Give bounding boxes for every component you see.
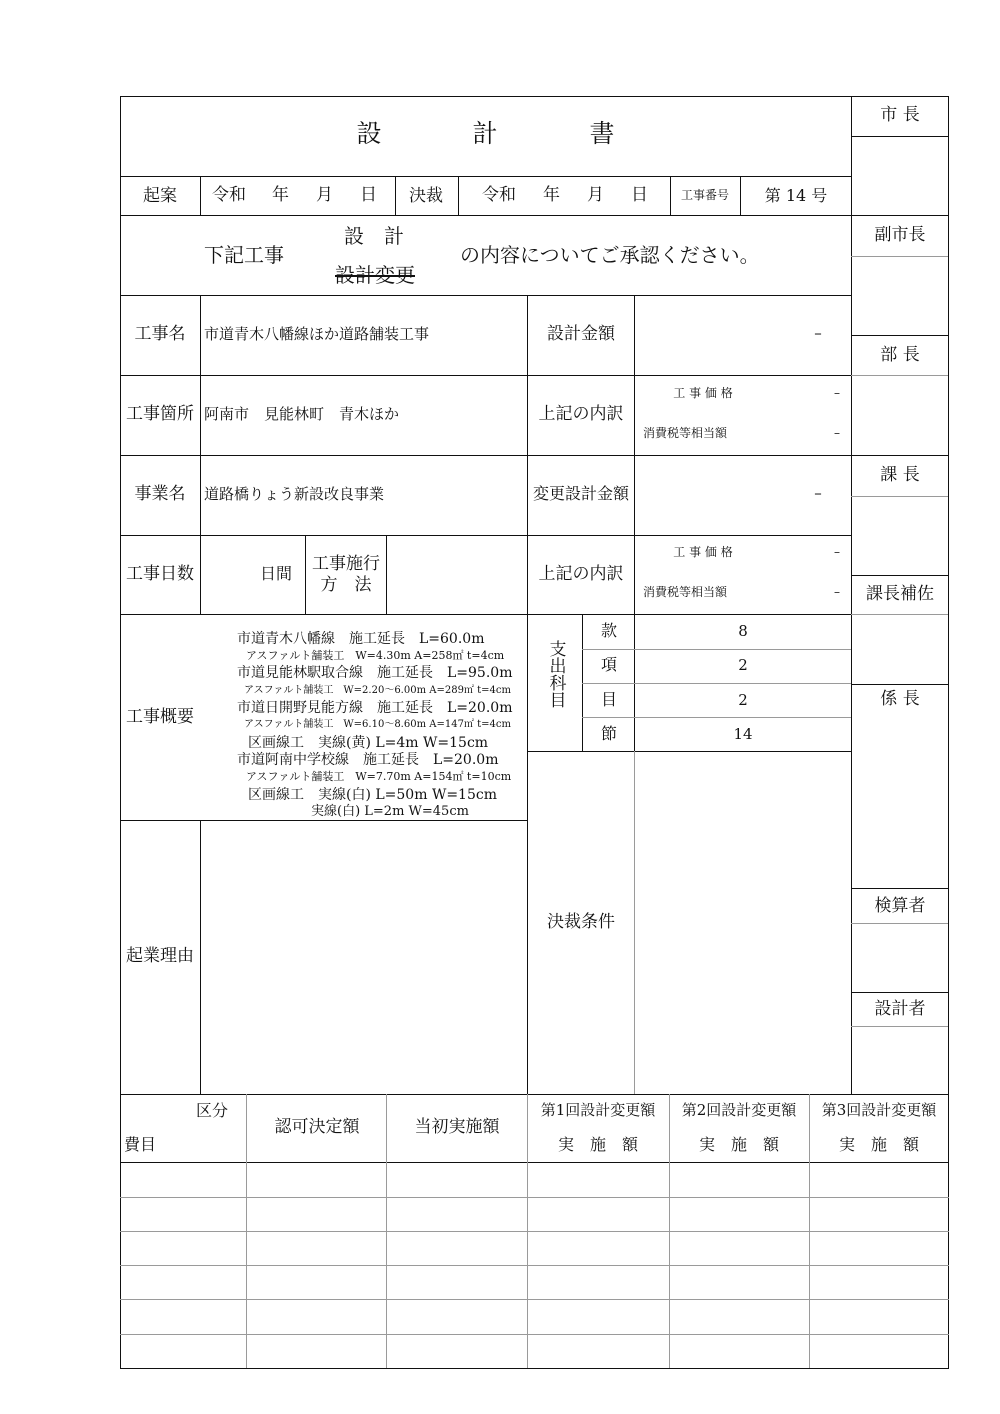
gaiyou-line: 区画線工 実線(黄) L=4m W=15cm [248,735,489,751]
request-option-design-change[interactable]: 設計変更 [335,263,415,287]
koji-kasho-label: 工事箇所 [126,404,194,424]
request-option-design[interactable]: 設 計 [344,224,404,248]
koji-kasho-value[interactable]: 阿南市 見能林町 青木ほか [204,405,400,423]
henkou-kingaku-label: 変更設計金額 [532,484,630,503]
kessai-jouken-label: 決裁条件 [547,912,615,932]
gaiyou-line: 区画線工 実線(白) L=50m W=15cm [248,787,497,803]
kian-day: 日 [360,185,377,205]
koji-bango-label: 工事番号 [680,188,730,202]
approval-stamp-mayor[interactable] [852,137,948,215]
kubun-label: 区分 [196,1101,229,1120]
col-header-ninka: 認可決定額 [274,1117,360,1137]
koji-nissu-label: 工事日数 [126,564,194,584]
approval-stamp-subsection-chief[interactable] [852,718,948,888]
uchiwake2-kakaku-value[interactable]: – [834,545,840,559]
shishutsu-row-label: 目 [600,690,618,709]
approval-label-assistant-chief: 課長補佐 [866,584,934,604]
uchiwake1-kakaku-label: 工 事 価 格 [673,386,733,400]
gaiyou-line: 市道阿南中学校線 施工延長 L=20.0m [237,752,499,768]
kian-era: 令和 [212,185,246,205]
kian-month: 月 [316,185,333,205]
kessai-year: 年 [543,185,560,205]
sekkei-kingaku-label: 設計金額 [547,324,615,344]
col-header-change3-sub: 実 施 額 [838,1135,920,1154]
approval-stamp-deputy-mayor[interactable] [852,257,948,335]
kessai-label: 決裁 [409,186,443,206]
col-header-change1: 第1回設計変更額 [540,1101,656,1119]
shishutsu-label: 支出科目 [545,640,566,708]
request-suffix: の内容についてご承認ください。 [460,243,760,267]
gaiyou-line: アスファルト舗装工 W=7.70m A=154㎡ t=10cm [246,770,512,783]
uchiwake1-kakaku-value[interactable]: – [834,386,840,400]
shishutsu-row-label: 款 [600,621,618,640]
approval-label-section-chief: 課 長 [880,465,920,485]
approval-label-mayor: 市 長 [880,105,920,125]
col-header-tousho: 当初実施額 [414,1117,500,1137]
sekkei-kingaku-value[interactable]: – [814,324,822,342]
jigyo-mei-value[interactable]: 道路橋りょう新設改良事業 [204,485,385,503]
title-char-3: 書 [589,119,617,148]
uchiwake1-tax-label: 消費税等相当額 [643,426,728,440]
approval-stamp-designer[interactable] [852,1027,948,1094]
shishutsu-row-label: 節 [600,724,618,743]
koji-mei-label: 工事名 [134,324,186,344]
shishutsu-row-value[interactable]: 2 [738,656,748,674]
shishutsu-row-value[interactable]: 2 [738,691,748,709]
col-header-change3: 第3回設計変更額 [821,1101,937,1119]
uchiwake2-label: 上記の内訳 [538,564,624,584]
uchiwake2-kakaku-label: 工 事 価 格 [673,545,733,559]
col-header-change1-sub: 実 施 額 [557,1135,639,1154]
kessai-era: 令和 [482,185,516,205]
approval-label-deputy-mayor: 副市長 [874,225,926,245]
table-body[interactable] [121,1164,947,1367]
gaiyou-line: 市道青木八幡線 施工延長 L=60.0m [237,631,485,647]
kigyou-riyuu-value[interactable] [202,822,526,1093]
gaiyou-line: アスファルト舗装工 W=2.20～6.00m A=289㎡ t=4cm [244,685,511,696]
sekou-houhou-value[interactable] [388,537,526,613]
uchiwake1-label: 上記の内訳 [538,404,624,424]
gaiyou-line: 実線(白) L=2m W=45cm [311,804,469,819]
kigyou-riyuu-label: 起業理由 [126,946,194,966]
request-prefix: 下記工事 [204,243,284,267]
koji-mei-value[interactable]: 市道青木八幡線ほか道路舗装工事 [204,325,430,343]
kessai-jouken-value[interactable] [636,753,850,1093]
shishutsu-row-value[interactable]: 8 [738,622,748,640]
sekou-houhou-label-1: 工事施行 [312,554,380,574]
approval-stamp-director[interactable] [852,376,948,455]
gaiyou-line: 市道日開野見能方線 施工延長 L=20.0m [237,700,513,716]
koji-gaiyou-label: 工事概要 [126,707,194,727]
kian-year: 年 [272,185,289,205]
uchiwake1-tax-value[interactable]: – [834,426,840,440]
gaiyou-line: アスファルト舗装工 W=4.30m A=258㎡ t=4cm [246,649,505,662]
shishutsu-row-value[interactable]: 14 [733,725,753,743]
koji-bango-value[interactable]: 第 14 号 [764,186,828,205]
himoku-label: 費目 [124,1135,157,1154]
approval-label-subsection-chief: 係 長 [880,689,920,709]
kessai-month: 月 [587,185,604,205]
jigyo-mei-label: 事業名 [134,484,186,504]
approval-stamp-checker[interactable] [852,924,948,992]
title-char-2: 計 [472,119,500,148]
title-char-1: 設 [356,119,384,148]
uchiwake2-tax-value[interactable]: – [834,585,840,599]
approval-stamp-assistant-chief[interactable] [852,615,948,684]
kian-label: 起案 [143,186,177,206]
sekou-houhou-label-2: 方 法 [320,575,372,595]
col-header-change2-sub: 実 施 額 [698,1135,780,1154]
col-header-change2: 第2回設計変更額 [681,1101,797,1119]
henkou-kingaku-value[interactable]: – [814,484,822,502]
uchiwake2-tax-label: 消費税等相当額 [643,585,728,599]
approval-label-designer: 設計者 [874,999,926,1019]
approval-stamp-section-chief[interactable] [852,497,948,575]
gaiyou-line: アスファルト舗装工 W=6.10～8.60m A=147㎡ t=4cm [244,719,511,730]
approval-label-director: 部 長 [880,345,920,365]
kessai-day: 日 [631,185,648,205]
shishutsu-row-label: 項 [600,655,618,674]
koji-nissu-unit[interactable]: 日間 [260,564,293,583]
approval-label-checker: 検算者 [874,896,926,916]
gaiyou-line: 市道見能林駅取合線 施工延長 L=95.0m [237,665,513,681]
